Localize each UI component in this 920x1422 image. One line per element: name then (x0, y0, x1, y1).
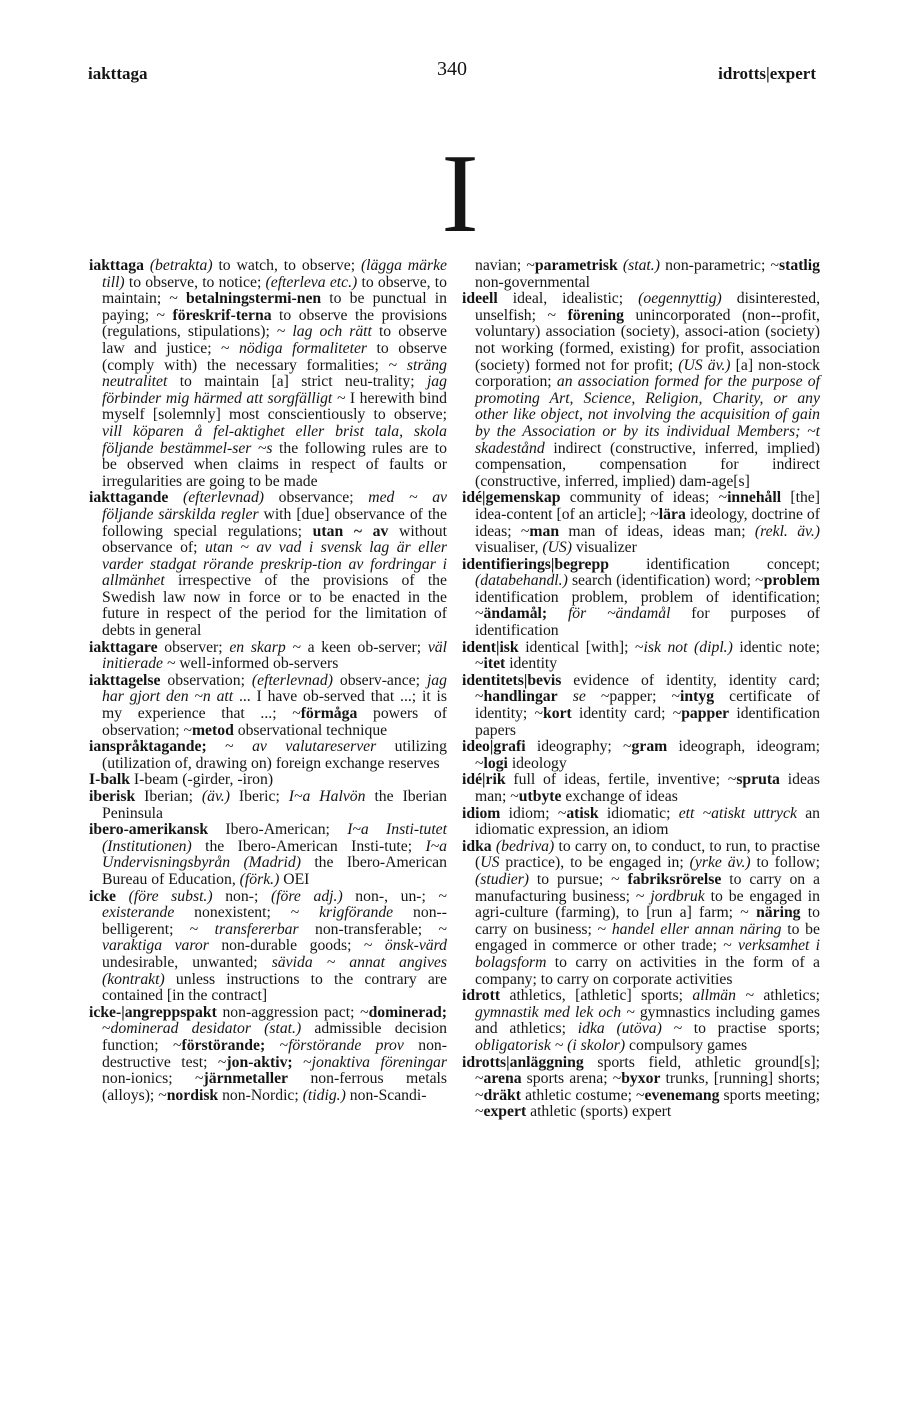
headword: identifierings|begrepp (462, 555, 609, 573)
definition-text: to carry on a manufacturing business; ~ (475, 870, 820, 905)
definition-text: gymnastics including games and athletics; (475, 1003, 820, 1038)
definition-text: practice), to be engaged in; (499, 854, 690, 872)
definition-text: to carry on business; ~ (475, 904, 821, 938)
definition-text: disinterested, unselfish; ~ (475, 290, 820, 324)
definition-text: identic note; ~ (475, 638, 820, 673)
definition-text: non-transferable; ~ (298, 920, 447, 938)
definition-text: observance; (264, 489, 369, 507)
definition-text: non--belligerent; ~ (102, 904, 447, 938)
definition-text: athletics; (753, 987, 820, 1005)
definition-text: utilizing (utilization of, drawing on) foreign exchange reserves (102, 738, 447, 772)
definition-text: Iberic; (229, 788, 289, 805)
italic-phrase: för ~ändamål (567, 605, 671, 623)
definition-text: to observe (comply with) the necessary formalities; ~ (102, 339, 447, 374)
italic-phrase: existerande (102, 904, 175, 922)
dictionary-entry (89, 490, 447, 639)
definition-text: Iberian; (135, 788, 202, 805)
italic-phrase: (databehandl.) (475, 572, 568, 590)
dictionary-entry (89, 772, 447, 789)
italic-phrase: transfererbar (214, 920, 299, 938)
headword: idé|gemenskap (462, 489, 561, 507)
definition-text: I herewith bind myself [solemnly] most conscientiously to observe; (102, 389, 447, 424)
definition-text: idiomatic; (598, 804, 679, 822)
italic-phrase: (efterleva etc.) (265, 273, 358, 291)
definition-text: [a] non-stock corporation; (475, 356, 821, 391)
definition-text: sports field, athletic ground[s]; ~ (475, 1053, 820, 1088)
headword: idiom (462, 804, 501, 822)
italic-phrase: en skarp ~ (229, 638, 301, 656)
headword: evenemang (644, 1086, 720, 1104)
definition-text: well-informed ob-servers (175, 655, 339, 673)
definition-text (168, 489, 183, 506)
italic-phrase: väl initierade ~ (102, 638, 447, 673)
italic-phrase: gymnastik med lek och ~ (475, 1003, 635, 1021)
definition-text: observational technique (233, 721, 388, 739)
definition-text: observ-ance; (332, 671, 427, 689)
italic-phrase: handel eller annan näring (611, 920, 782, 938)
italic-phrase: med ~ av följande särskilda regler (102, 489, 447, 523)
definition-text: to carry on, to conduct, to run, to practise ( (475, 837, 820, 872)
definition-text: non-destructive test; ~ (102, 1036, 447, 1071)
definition-text: sports arena; ~ (521, 1070, 622, 1088)
headword: ändamål; (483, 605, 548, 623)
definition-text: exchange of ideas (561, 788, 678, 805)
definition-text: to observe the provisions (regulations, stipulations); ~ (102, 306, 447, 341)
headword: nordisk (166, 1086, 219, 1104)
definition-text: non-, un-; ~ (342, 887, 447, 905)
headword: itet (483, 655, 506, 673)
definition-text: evidence of identity, identity card; ~ (475, 671, 820, 706)
italic-phrase: I~a Undervisningsbyrån (Madrid) (102, 837, 447, 872)
definition-text: compulsory games (625, 1036, 748, 1054)
definition-text: search (identification) word; ~ (567, 572, 764, 590)
italic-phrase: (US) (542, 539, 572, 557)
definition-text: indirect (constructive, inferred, implied) compensation, compensation for indirect (constructive, inferred, implied) dam-age[s] (475, 439, 820, 490)
definition-text: full of ideas, fertile, inventive; ~ (505, 771, 737, 789)
definition-text: ideology, doctrine of ideas; ~ (475, 505, 820, 540)
italic-phrase: (förk.) (239, 870, 280, 888)
italic-phrase: (efterlevnad) (183, 489, 265, 507)
italic-phrase: obligatorisk ~ (i skolor) (475, 1036, 626, 1054)
headword: dominerad; (368, 1003, 447, 1021)
dictionary-entry (462, 806, 820, 839)
italic-phrase: (yrke äv.) (689, 854, 751, 872)
headword: iakttagare (89, 638, 158, 656)
italic-phrase: (betrakta) (149, 257, 213, 274)
dictionary-entry (89, 889, 447, 1005)
headword: förening (567, 306, 624, 324)
italic-phrase: idka (utöva) ~ (577, 1020, 683, 1038)
definition-text: athletics, [athletic] sports; (500, 987, 693, 1005)
definition-text: ideal, idealistic; (497, 290, 639, 308)
headword: I-balk (89, 771, 130, 789)
dictionary-entry (89, 789, 447, 822)
dictionary-entry (462, 490, 820, 556)
definition-text: non-durable goods; ~ (208, 937, 385, 955)
italic-phrase: (stat.) (622, 257, 660, 274)
definition-text: to maintain [a] strict neu-trality; (167, 373, 427, 391)
italic-phrase: se (572, 688, 586, 706)
dictionary-entry (462, 291, 820, 490)
definition-text: ~ (102, 1020, 111, 1038)
italic-phrase: varaktiga varor (102, 937, 209, 955)
headword: metod (191, 721, 234, 739)
definition-text: non-governmental (475, 273, 591, 291)
italic-phrase: sträng neutralitet (102, 356, 447, 391)
headword: byxor (621, 1070, 661, 1088)
definition-text: to observe, to notice; (124, 273, 266, 291)
headword: man (529, 522, 560, 540)
italic-phrase: (tidig.) (302, 1086, 346, 1104)
page-number: 340 (437, 58, 467, 80)
section-letter: I (441, 132, 479, 256)
headword: logi (483, 754, 508, 772)
definition-text: identification papers (475, 705, 820, 739)
definition-text: with [due] observance of the following special regulations; (102, 505, 447, 540)
definition-text: undesirable, unwanted; (102, 953, 272, 971)
headword: handlingar (483, 688, 558, 706)
definition-text: nonexistent; ~ (174, 904, 320, 922)
definition-text (558, 688, 573, 705)
headword: ideo|grafi (462, 738, 526, 756)
definition-text: observation; (160, 671, 252, 689)
definition-text: unless instructions to the contrary are contained [in the contract] (102, 970, 447, 1005)
definition-text: idiom; ~ (500, 804, 567, 822)
definition-text: to practise sports; (682, 1020, 821, 1038)
italic-phrase: (bedriva) (495, 837, 555, 855)
headword: idrott (462, 987, 501, 1005)
dictionary-entry (462, 739, 820, 772)
italic-phrase: (lägga märke till) (102, 257, 448, 291)
definition-text: non-ferrous metals (alloys); ~ (102, 1070, 448, 1104)
definition-text: [the] idea-content [of an article]; ~ (475, 489, 820, 523)
definition-text: without observance of; (102, 522, 447, 557)
definition-text: non-ionics; ~ (102, 1070, 204, 1088)
headword: dräkt (483, 1086, 521, 1104)
headword: fabriksrörelse (627, 870, 722, 888)
headword: jon-aktiv; (226, 1053, 293, 1071)
headword: förstörande; (181, 1036, 266, 1054)
definition-text: identity (505, 655, 558, 673)
definition-text: for purposes of identification (475, 605, 821, 640)
italic-phrase: I~a Halvön (288, 788, 366, 805)
dictionary-column-left (89, 258, 447, 1104)
dictionary-entry (89, 673, 447, 739)
italic-phrase: vill köparen å fel-aktighet eller brist tala, skola följande bestämmel-ser ~s (102, 422, 447, 457)
definition-text: ideograph, ideogram; ~ (475, 738, 820, 772)
italic-phrase: jag har gjort den ~n att (102, 671, 447, 706)
headword: idka (462, 837, 492, 855)
definition-text: to watch, to observe; (212, 257, 361, 274)
headword: iberisk (89, 788, 136, 805)
italic-phrase: lag och rätt (292, 323, 372, 341)
definition-text (547, 605, 568, 622)
definition-text: navian; ~ (475, 257, 535, 274)
italic-phrase: (äv.) (201, 788, 230, 805)
header-guideword-left: iakttaga (88, 64, 148, 83)
headword: kort (543, 705, 572, 723)
definition-text: ideography; ~ (525, 738, 632, 756)
definition-text: identification concept; (608, 555, 820, 573)
definition-text: admissible decision function; ~ (102, 1020, 447, 1054)
italic-phrase: (studier) (475, 870, 530, 888)
italic-phrase: utan ~ av vad i svensk lag är eller varder stadgat rörande preskrip-tion av fordringar i allmänhet (102, 539, 447, 590)
definition-text: athletic costume; ~ (520, 1086, 645, 1104)
headword: betalningstermi-nen (186, 290, 322, 308)
italic-phrase: ett ~atiskt uttryck (678, 804, 797, 822)
definition-text: visualizer (571, 539, 637, 557)
italic-phrase: (efterlevnad) (251, 671, 333, 689)
headword: förmåga (300, 705, 358, 723)
definition-text: community of ideas; ~ (560, 489, 728, 507)
headword: iakttagelse (89, 671, 161, 689)
headword: föreskrif-terna (172, 306, 272, 324)
headword: problem (763, 572, 820, 590)
italic-phrase: allmän ~ (692, 987, 754, 1005)
definition-text: the following rules are to be observed when claims in respect of faults or irregularities are going to be made (102, 439, 448, 490)
definition-text: to be engaged in agri-culture (farming), to [run a] farm; ~ (475, 887, 820, 922)
italic-phrase: isk not (dipl.) (643, 638, 733, 656)
italic-phrase: krigförande (319, 904, 394, 922)
definition-text: the Ibero-American Insti-tute; (191, 837, 426, 855)
italic-phrase: jonaktiva föreningar (311, 1053, 447, 1071)
italic-phrase: önsk-värd (384, 937, 448, 955)
headword: icke (89, 887, 117, 905)
definition-text: identification problem, problem of identification; ~ (475, 588, 820, 623)
italic-phrase: I~a Insti-tutet (Institutionen) (102, 821, 447, 855)
header-guideword-right: idrotts|expert (718, 64, 816, 83)
definition-text: the Iberian Peninsula (102, 788, 447, 822)
headword: expert (483, 1103, 527, 1121)
headword: ianspråktagande; (89, 738, 207, 756)
italic-phrase: förstörande prov (288, 1036, 404, 1054)
headword: idrotts|anläggning (462, 1053, 584, 1071)
italic-phrase: dominerad desidator (stat.) (110, 1020, 302, 1038)
italic-phrase: sävida ~ annat angives (kontrakt) (102, 953, 447, 988)
definition-text: to be engaged in commerce or other trade; ~ (475, 920, 820, 955)
italic-phrase: (rekl. äv.) (754, 522, 820, 540)
definition-text: powers of observation; ~ (102, 705, 447, 739)
definition-text: certificate of identity; ~ (475, 688, 821, 723)
definition-text: the Ibero-American Bureau of Education, (102, 854, 447, 888)
definition-text: non-parametric; ~ (659, 257, 780, 274)
headword: iakttaga (89, 257, 144, 274)
dictionary-entry (89, 822, 447, 888)
dictionary-entry (462, 988, 820, 1054)
headword: spruta (736, 771, 780, 789)
definition-text: sports meeting; ~ (475, 1086, 821, 1121)
dictionary-entry (462, 557, 820, 640)
headword: ibero-amerikansk (89, 821, 209, 839)
definition-text (116, 888, 129, 905)
headword: iakttagande (89, 489, 169, 507)
definition-text: ~ (206, 738, 253, 756)
italic-phrase: an association formed for the purpose of promoting Art, Science, Religion, Charity, or any other like object, not involving the acquisition of gain by the Association or by its individual Members; ~t skadestånd (475, 373, 820, 457)
dictionary-entry (462, 772, 820, 805)
definition-text: non-; (212, 887, 271, 905)
definition-text: trunks, [running] shorts; ~ (475, 1070, 820, 1104)
headword: ident|isk (462, 638, 519, 656)
italic-phrase: (oegennyttig) (638, 290, 722, 308)
italic-phrase: av valutareserver (252, 738, 377, 756)
headword: ideell (462, 290, 498, 308)
definition-text: Ibero-American; (208, 821, 348, 839)
definition-text: non-Scandi- (345, 1086, 427, 1104)
definition-text: a keen ob-server; (300, 638, 428, 656)
dictionary-entry (89, 739, 447, 772)
headword: utan ~ av (312, 522, 389, 540)
italic-phrase: (US äv.) (678, 356, 731, 374)
definition-text: non-aggression pact; ~ (216, 1003, 369, 1021)
italic-phrase: jag förbinder mig härmed att sorgfälligt ~ (102, 373, 447, 407)
definition-text: visualiser, (475, 539, 543, 557)
italic-phrase: (före adj.) (270, 887, 343, 905)
headword: identitets|bevis (462, 671, 562, 689)
dictionary-entry (462, 258, 820, 291)
headword: intyg (680, 688, 715, 706)
definition-text: irrespective of the provisions of the Swedish law now in force or to be enacted in the future in respect of the period for the limitation of debts in general (102, 572, 447, 640)
headword: atisk (566, 804, 599, 822)
dictionary-entry (89, 1005, 447, 1105)
definition-text: to follow; (750, 854, 820, 872)
definition-text: ideology (507, 754, 567, 772)
definition-text: ~papper; ~ (585, 688, 681, 706)
definition-text: man of ideas, ideas man; (559, 522, 755, 540)
definition-text: identical [with]; ~ (518, 638, 644, 656)
definition-text: ~ (292, 1053, 312, 1071)
headword: arena (483, 1070, 522, 1088)
headword: statlig (779, 257, 820, 274)
definition-text: ~ (265, 1036, 289, 1054)
definition-text: I-beam (-girder, -iron) (129, 771, 274, 789)
dictionary-entry (89, 640, 447, 673)
headword: innehåll (727, 489, 782, 507)
definition-text: to be punctual in paying; ~ (102, 290, 447, 324)
dictionary-entry (462, 673, 820, 739)
definition-text: observer; (157, 638, 230, 656)
dictionary-entry (462, 640, 820, 673)
dictionary-entry (462, 1055, 820, 1121)
definition-text: an idiomatic expression, an idiom (475, 804, 820, 839)
definition-text: to observe law and justice; ~ (102, 323, 447, 357)
definition-text: to observe, to maintain; ~ (102, 273, 447, 308)
dictionary-column-right (462, 258, 820, 1121)
definition-text: OEI (279, 870, 310, 888)
headword: parametrisk (534, 257, 618, 274)
definition-text: ideas man; ~ (475, 771, 820, 805)
headword: papper (681, 705, 730, 723)
headword: järnmetaller (203, 1070, 289, 1088)
definition-text: identity card; ~ (571, 705, 682, 723)
italic-phrase: nödiga formaliteter (239, 339, 368, 357)
definition-text: unincorporated (non--profit, voluntary) association (society), associ-ation (society) not working (formed, existing) for profit, association (society) formed not for profit; (475, 306, 820, 374)
italic-phrase: US (480, 854, 500, 872)
italic-phrase: jordbruk (650, 887, 705, 905)
headword: lära (658, 505, 686, 523)
headword: idé|rik (462, 771, 506, 789)
dictionary-entry (89, 258, 447, 490)
definition-text: non-Nordic; (218, 1086, 303, 1104)
definition-text: to carry on activities in the form of a company; to carry on corporate activities (475, 953, 820, 988)
headword: gram (631, 738, 668, 756)
headword: utbyte (518, 788, 562, 805)
headword: näring (756, 904, 801, 922)
definition-text: athletic (sports) expert (526, 1103, 672, 1121)
dictionary-entry (462, 839, 820, 988)
definition-text: ... I have ob-served that ...; it is my experience that ...; ~ (102, 688, 447, 723)
italic-phrase: verksamhet i bolagsform (475, 937, 821, 971)
definition-text: to pursue; ~ (529, 870, 628, 888)
italic-phrase: (före subst.) (128, 887, 213, 905)
headword: icke-|angreppspakt (89, 1003, 217, 1021)
